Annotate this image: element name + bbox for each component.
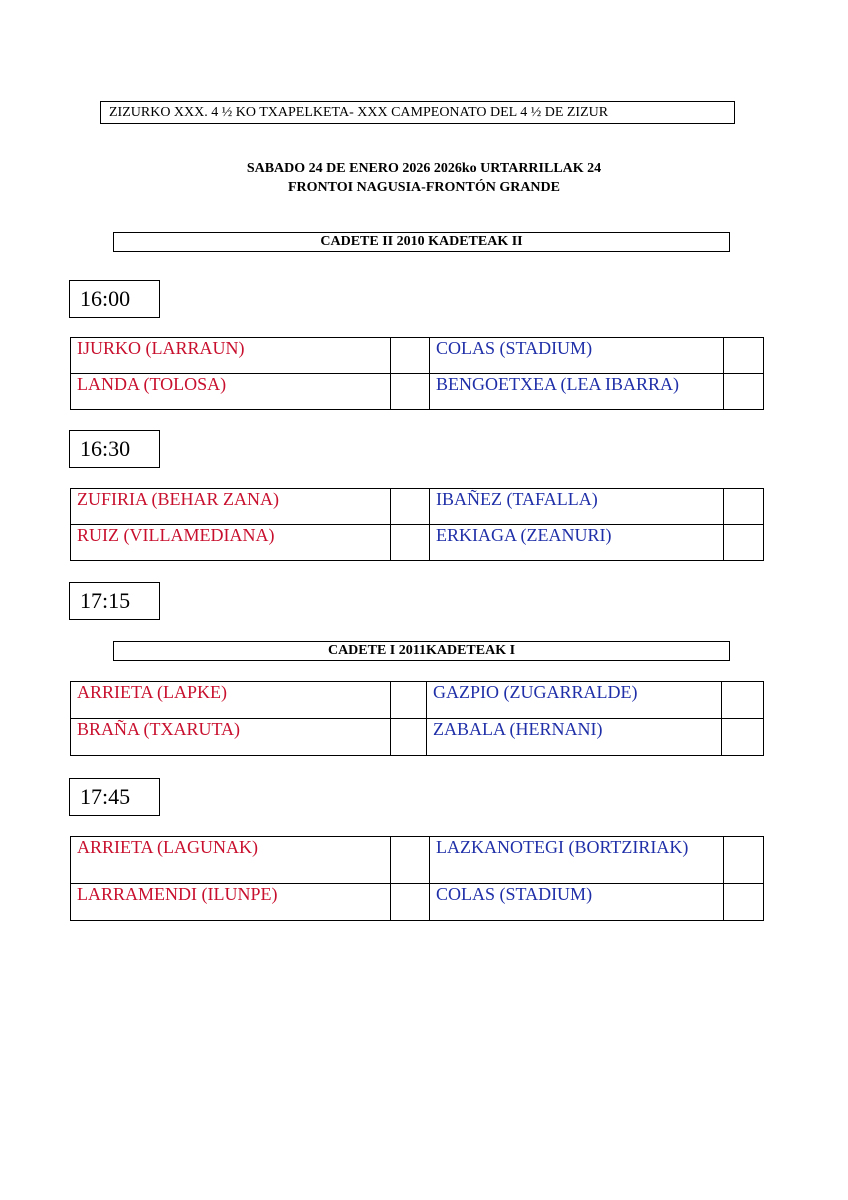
score-cell — [391, 719, 427, 756]
blue-pair: GAZPIO (ZUGARRALDE) — [427, 682, 722, 719]
red-pair: IJURKO (LARRAUN) — [71, 338, 391, 374]
score-cell — [391, 338, 430, 374]
red-pair: ZUFIRIA (BEHAR ZANA) — [71, 489, 391, 525]
score-cell — [391, 884, 430, 921]
table-row — [71, 837, 764, 884]
table-row — [71, 374, 764, 410]
category-cadete-1: CADETE I 2011KADETEAK I — [113, 641, 730, 661]
score-cell — [391, 837, 430, 884]
score-cell — [391, 374, 430, 410]
blue-pair: COLAS (STADIUM) — [430, 338, 724, 374]
match-table-4 — [70, 836, 764, 921]
blue-pair: BENGOETXEA (LEA IBARRA) — [430, 374, 724, 410]
table-row — [71, 338, 764, 374]
score-cell — [724, 338, 764, 374]
time-slot-3: 17:15 — [69, 582, 160, 620]
red-pair: ARRIETA (LAPKE) — [71, 682, 391, 719]
table-row — [71, 884, 764, 921]
score-cell — [724, 489, 764, 525]
blue-pair: ZABALA (HERNANI) — [427, 719, 722, 756]
score-cell — [724, 374, 764, 410]
score-cell — [724, 525, 764, 561]
blue-pair: IBAÑEZ (TAFALLA) — [430, 489, 724, 525]
time-slot-2: 16:30 — [69, 430, 160, 468]
score-cell — [724, 837, 764, 884]
red-pair: RUIZ (VILLAMEDIANA) — [71, 525, 391, 561]
score-cell — [722, 719, 764, 756]
match-table-1 — [70, 337, 764, 410]
red-pair: LANDA (TOLOSA) — [71, 374, 391, 410]
tournament-title: ZIZURKO XXX. 4 ½ KO TXAPELKETA- XXX CAMPEONATO DEL 4 ½ DE ZIZUR — [100, 101, 735, 124]
blue-pair: COLAS (STADIUM) — [430, 884, 724, 921]
red-pair: LARRAMENDI (ILUNPE) — [71, 884, 391, 921]
score-cell — [391, 489, 430, 525]
time-slot-4: 17:45 — [69, 778, 160, 816]
blue-pair: ERKIAGA (ZEANURI) — [430, 525, 724, 561]
date-heading: SABADO 24 DE ENERO 2026 2026ko URTARRILLAK 24 — [246, 161, 602, 176]
time-slot-1: 16:00 — [69, 280, 160, 318]
category-cadete-2: CADETE II 2010 KADETEAK II — [113, 232, 730, 252]
table-row — [71, 719, 764, 756]
score-cell — [391, 525, 430, 561]
score-cell — [722, 682, 764, 719]
match-table-3 — [70, 681, 764, 756]
table-row — [71, 682, 764, 719]
match-table-2 — [70, 488, 764, 561]
venue-heading: FRONTOI NAGUSIA-FRONTÓN GRANDE — [288, 180, 560, 195]
blue-pair: LAZKANOTEGI (BORTZIRIAK) — [430, 837, 724, 884]
red-pair: ARRIETA (LAGUNAK) — [71, 837, 391, 884]
score-cell — [391, 682, 427, 719]
red-pair: BRAÑA (TXARUTA) — [71, 719, 391, 756]
table-row — [71, 525, 764, 561]
table-row — [71, 489, 764, 525]
score-cell — [724, 884, 764, 921]
